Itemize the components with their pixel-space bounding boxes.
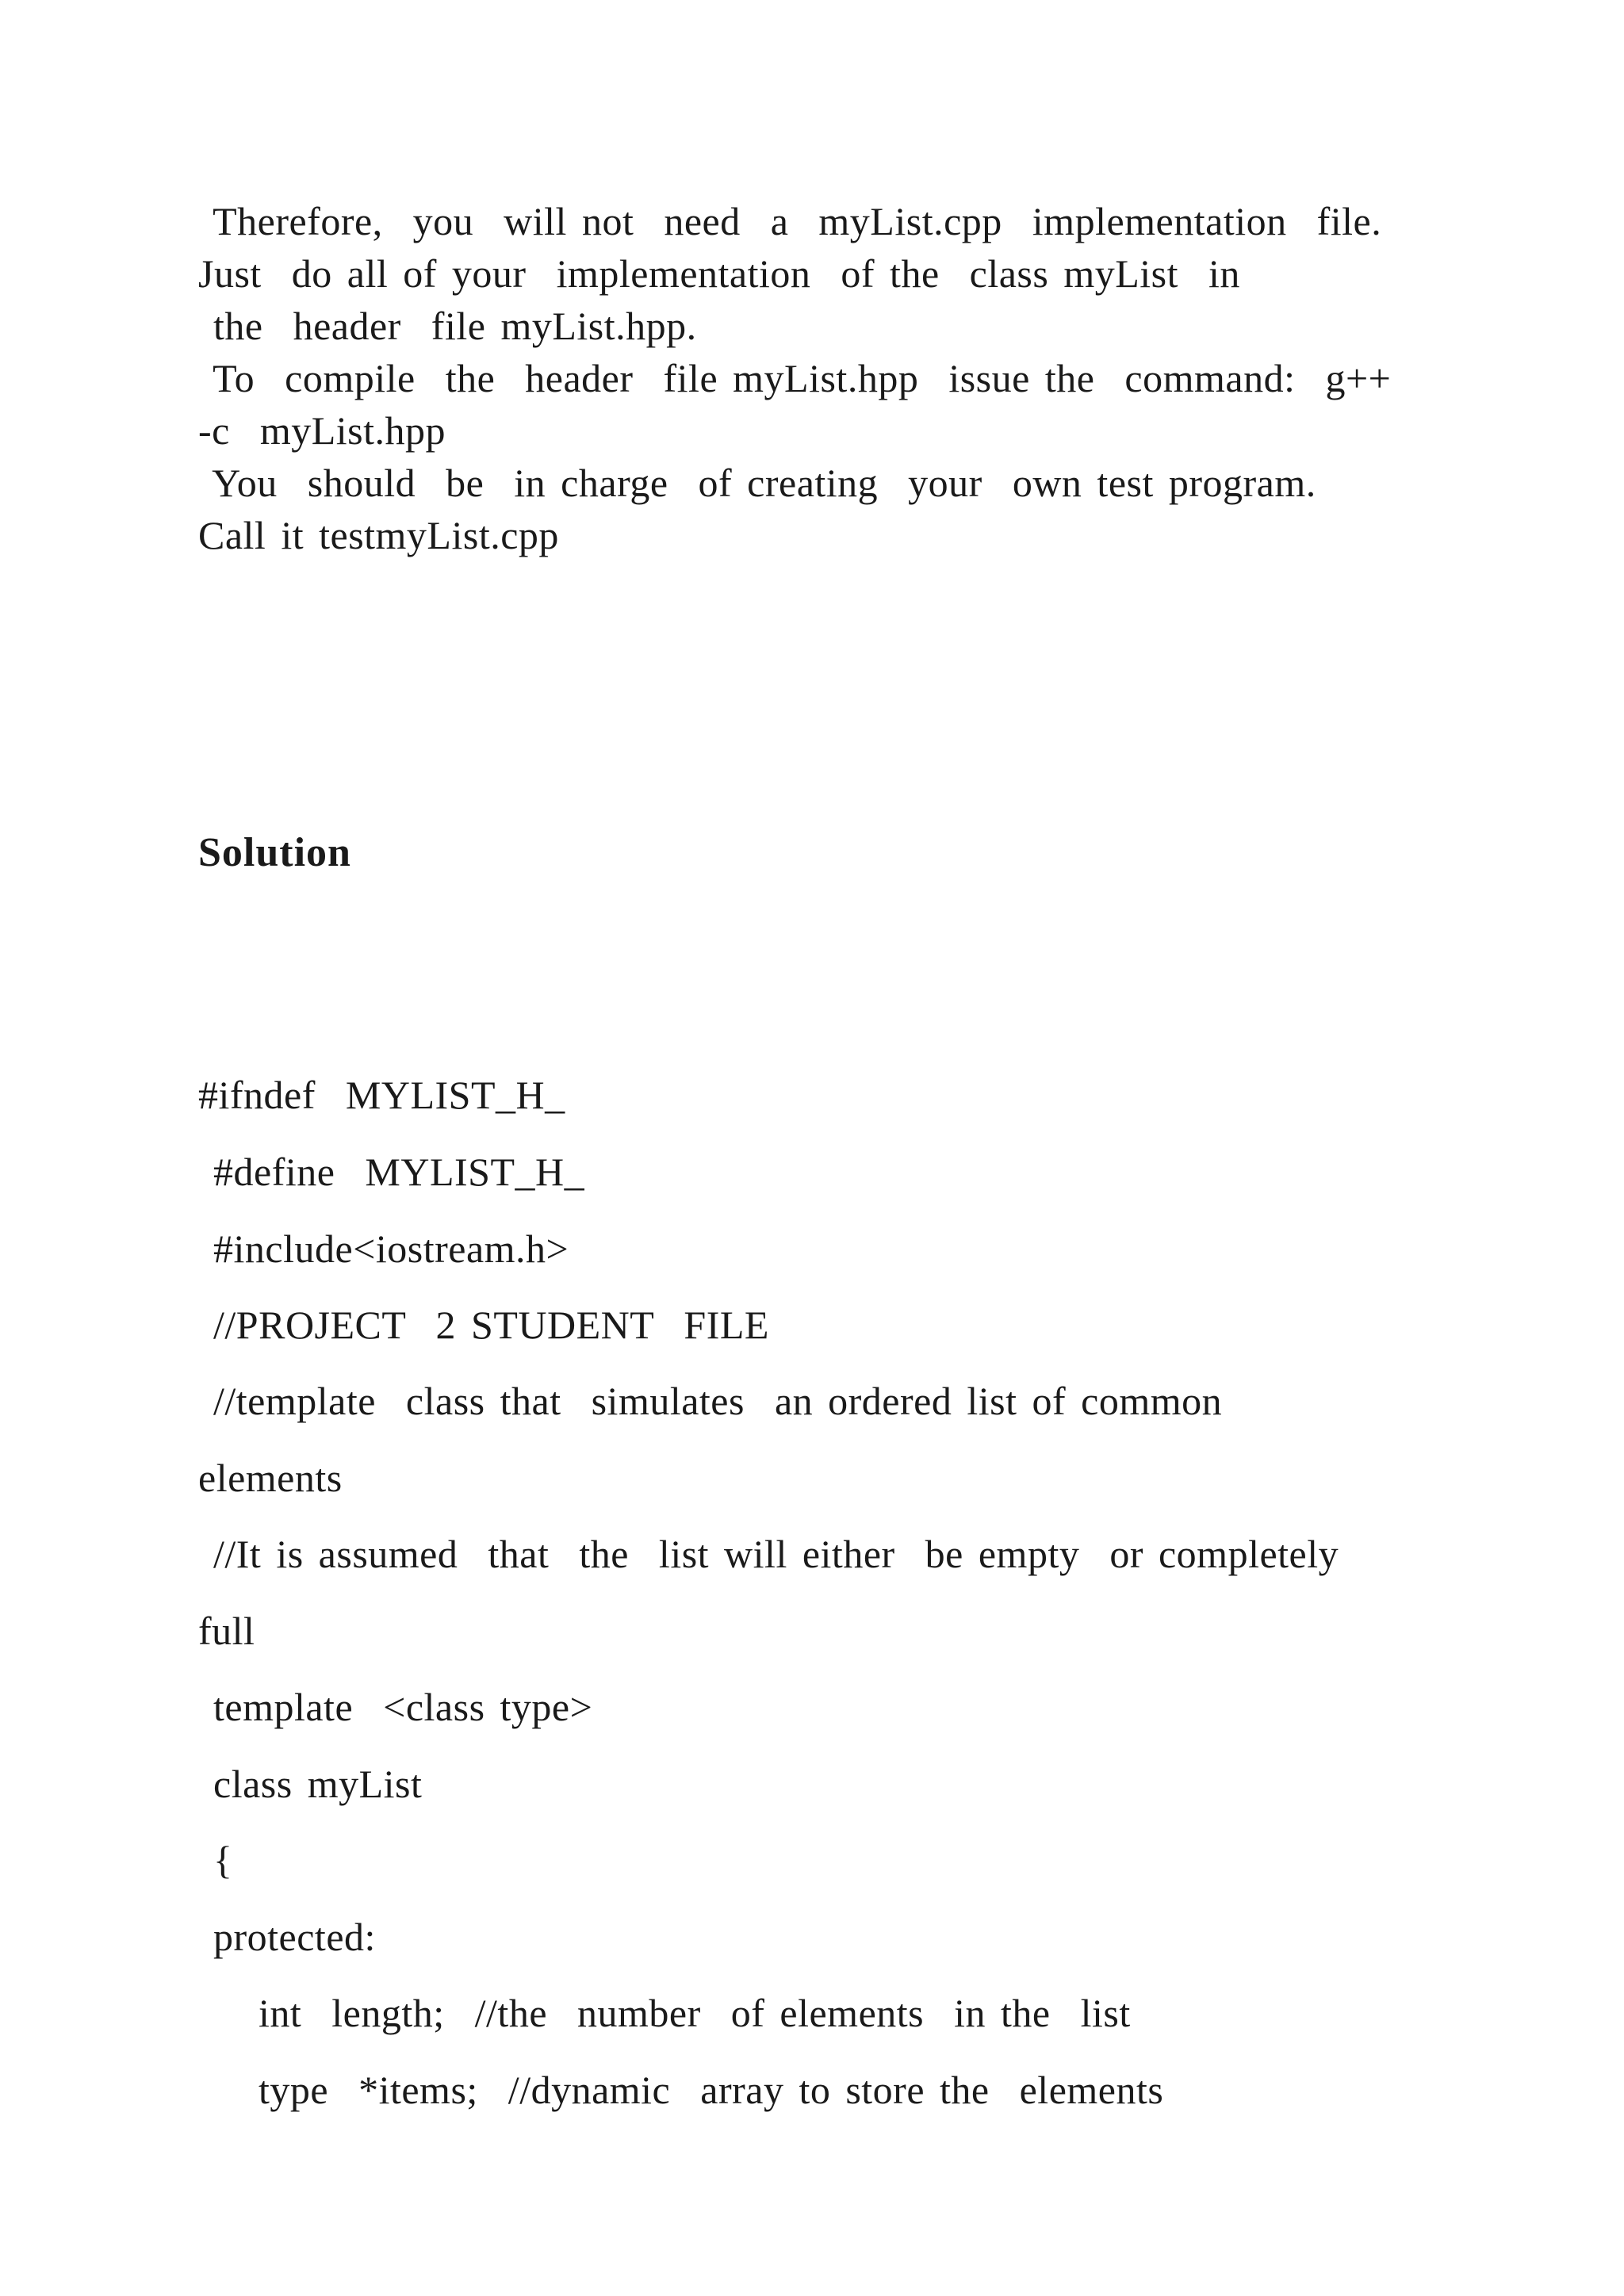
intro-line: Just do all of your implementation of the class myList in (198, 251, 1240, 296)
code-line: protected: (198, 1915, 376, 1959)
code-line: //It is assumed that the list will either be empty or completely (198, 1532, 1339, 1576)
intro-line: You should be in charge of creating your own test program. (198, 461, 1316, 505)
code-line: //template class that simulates an ordered list of common (198, 1379, 1223, 1423)
code-line: //PROJECT 2 STUDENT FILE (198, 1303, 769, 1347)
intro-line: -c myList.hpp (198, 408, 446, 453)
intro-line: To compile the header file myList.hpp issue the command: g++ (198, 356, 1392, 400)
solution-heading: Solution (198, 830, 351, 875)
code-line: #define MYLIST_H_ (198, 1150, 585, 1194)
code-line: class myList (198, 1762, 423, 1806)
code-line: { (198, 1838, 233, 1882)
intro-line: Therefore, you will not need a myList.cpp implementation file. (198, 199, 1382, 243)
code-line: #include<iostream.h> (198, 1226, 569, 1271)
intro-line: the header file myList.hpp. (198, 304, 697, 348)
code-line: int length; //the number of elements in the list (198, 1991, 1131, 2035)
code-line: elements (198, 1456, 343, 1500)
code-line: type *items; //dynamic array to store the elements (198, 2068, 1164, 2112)
intro-line: Call it testmyList.cpp (198, 513, 559, 557)
code-line: template <class type> (198, 1685, 593, 1729)
code-line: #ifndef MYLIST_H_ (198, 1073, 565, 1117)
code-line: full (198, 1609, 255, 1653)
